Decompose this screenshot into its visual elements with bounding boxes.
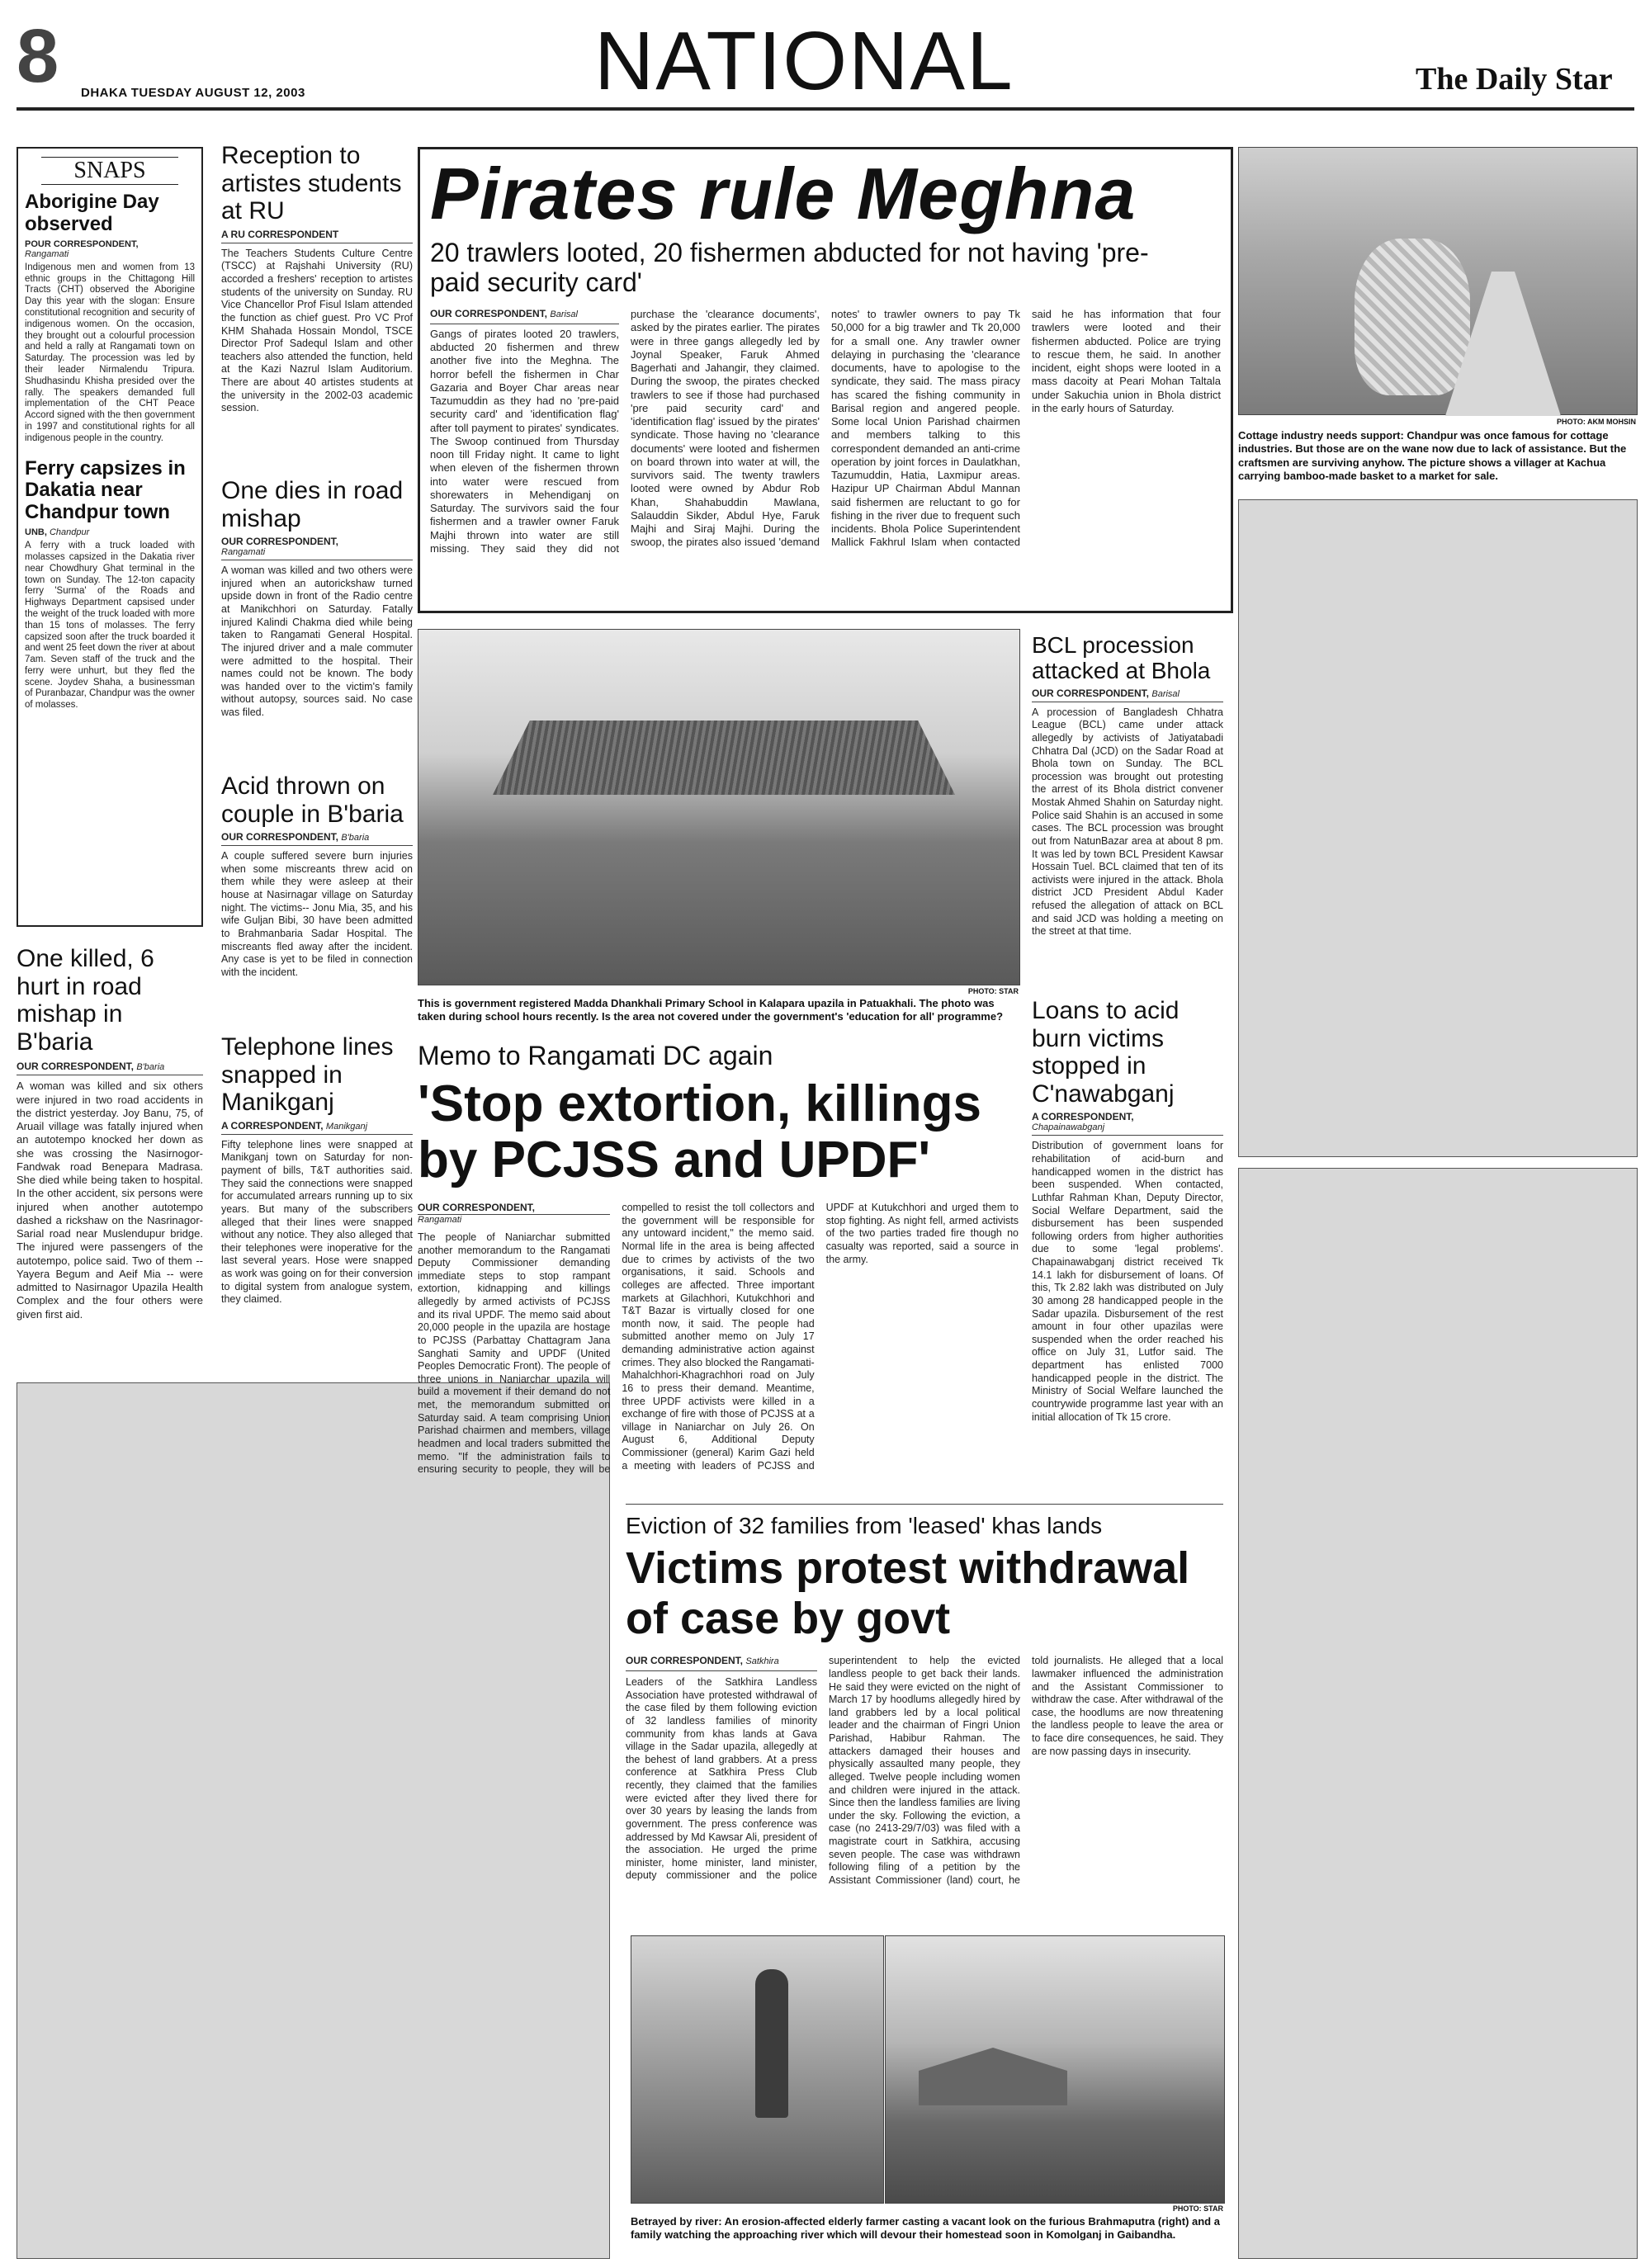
one-killed-headline: One killed, 6 hurt in road mishap in B'baria: [17, 945, 154, 1056]
bcl-byline: [1032, 687, 1223, 702]
reception-body: The Teachers Students Culture Centre (TSCC) at Rajshahi University (RU) accorded a freshers' reception to artistes students of the university on Sunday. RU Vice Chancellor Prof Fisul Islam attended the function as chief guest. Pro VC Prof KHM Shahada Hossain Mondol, TSCE Director Prof Sadequl Islam and other teachers also attended the function, held at the Kazi Nazrul Islam Auditorium. There are about 40 artistes students at the university in the 2002-03 academic session.: [221, 247, 413, 414]
ad-space-bottom-left: [17, 1382, 610, 2259]
reception-headline: Reception to artistes students at RU: [221, 142, 402, 225]
byline-text: OUR CORRESPONDENT,: [17, 1061, 135, 1073]
eviction-body-columns: [626, 1655, 1223, 1894]
dateline-header: DHAKA TUESDAY AUGUST 12, 2003: [81, 86, 305, 100]
one-killed-body: A woman was killed and six others were injured in two road accidents in the district yesterday. Joy Banu, 75, of Aruail village was fatally injured when an autotempo knocked her down as she was crossing the Nasirnogor-Fandwak road Benepara Madrasa. She died while being taken to hospital. In the other accident, six persons were injured when another autotempo dashed a rickshaw on the Nasrinagor-Sarial road near Muslendupur bridge. The injured were passengers of the autotempo, police said. Two of them -- Yayera Begum and Aeif Mia -- were admitted to Nasirnagor Upazila Health Complex and the four others were given first aid.: [17, 1080, 203, 1321]
one-killed-byline: [17, 1061, 203, 1072]
one-dies-dateline: Rangamati: [221, 547, 413, 560]
byline-text: POUR CORRESPONDENT,: [25, 239, 139, 249]
acid-story: [221, 773, 413, 979]
divider: [626, 1504, 1223, 1505]
loans-body: Distribution of government loans for rehabilitation of acid-burn and handicapped women in the district has been suspended. When contacted, Luthfar Rahman Khan, Deputy Director, Social Welfare Department, said the disbursement has been suspended following orders from higher authorities due to some 'legal problems'. Chapainawabganj district received Tk 14.1 lakh for disbursement of loans. Of this, Tk 2.82 lakh was distributed on July 30 among 28 handicapped people in the Sadar upazila. Disbursement of the rest amount in four other upazilas were suspended when the order reached his office on July 31, Lutfor said. The department has enlisted 7000 handicapped people in the district. The Ministry of Social Welfare launched the countrywide programme last year with an initial allocation of Tk 15 crore.: [1032, 1140, 1223, 1423]
masthead-rule: [17, 107, 1634, 111]
byline-text: OUR CORRESPONDENT,: [221, 831, 339, 843]
dateline-text: Chandpur: [49, 527, 90, 538]
brand-logo: The Daily Star: [1416, 62, 1613, 97]
reception-byline: A RU CORRESPONDENT: [221, 229, 413, 243]
school-photo-credit: PHOTO: STAR: [967, 987, 1019, 995]
bcl-body: A procession of Bangladesh Chhatra League (BCL) came under attack allegedly by activists of Jatiyatabadi Chhatra Dal (JCD) on the Sadar Road at Bhola town on Sunday. The BCL procession was brought out protesting the arrest of its Bhola district convener Mostak Ahmed Shahin on Saturday night. Police said Shahin is an accused in some cases. The BCL procession was brought out from NatunBazar area at about 8 pm. It was led by town BCL President Kawsar Hossain Tuel. BCL claimed that ten of its activists were injured in the attack. Bhola district JCD President Abdul Kader refused the allegation of attack on BCL and said JCD was holding a meeting on the street at that time.: [1032, 706, 1223, 938]
byline-text: OUR CORRESPONDENT,: [430, 308, 548, 320]
farmer-figure-shape: [755, 1969, 788, 2118]
dateline-text: Satkhira: [745, 1656, 779, 1667]
ad-space-right-1: [1238, 499, 1638, 1157]
pirates-box: [418, 147, 1233, 613]
basket-shape: [1355, 239, 1470, 395]
telephone-story: [221, 1033, 413, 1306]
pirates-subhead: 20 trawlers looted, 20 fishermen abducted for not having 'pre-paid security card': [430, 238, 1149, 298]
memo-story: [418, 1042, 1019, 1478]
pirates-body-columns: [430, 308, 1221, 555]
dateline-text: Manikganj: [325, 1121, 368, 1132]
pirates-headline: Pirates rule Meghna: [430, 153, 1137, 234]
snaps-story2-byline: [25, 527, 195, 537]
eviction-body: Leaders of the Satkhira Landless Association have protested withdrawal of the case filed by them following eviction of 32 landless families of minority community from khas lands at Gava village in the Sadar upazila, allegedly at the behest of land grabbers. At a press conference at Satkhira Press Club recently, they claimed that the families were evicted after they lived there for over 30 years by leasing the lands from government. The press conference was addressed by Md Kawsar Ali, president of the association. He urged the prime minister, home minister, land minister, deputy commissioner and the police superintendent to help the evicted landless people to get back their lands. He said they were evicted on the night of March 17 by hoodlums allegedly hired by land grabbers led by a local political leader and the chairman of Fingri Union Parishad, Habibur Rahman. The attackers damaged their houses and physically assaulted many people, they alleged. Twelve people including women and children were injured in the attack. Since then the landless families are living under the sky. Following the eviction, a case (no 2413-29/7/03) was filed with a magistrate court in Satkhira, accusing seven people. The case was withdrawn following filing of a petition by the Assistant Commissioner (land) court, he told journalists. He alleged that a local lawmaker influenced the administration and the Assistant Commissioner to withdraw the case. After withdrawal of the case, the hoodlums are now threatening the landless people to leave the area or to face dire consequences, he said. They are now passing days in insecurity.: [626, 1655, 1223, 1886]
dateline-text: B'baria: [136, 1062, 165, 1073]
eviction-headline: Victims protest withdrawal of case by govt: [626, 1543, 1190, 1643]
telephone-body: Fifty telephone lines were snapped at Manikganj town on Saturday for non-payment of bills, T&T authorities said. They said the connections were snapped for accumulated arrears running up to six years. But many of the subscribers alleged that their lines were snapped without any notice. They also alleged that their telephones were inoperative for the last several years. Hose were snapped as work was going on for their conversion to digital system from analogue system, they claimed.: [221, 1138, 413, 1306]
snaps-box: [17, 147, 203, 927]
one-dies-byline: OUR CORRESPONDENT,: [221, 536, 339, 548]
loans-dateline: Chapainawabganj: [1032, 1122, 1223, 1136]
snaps-story1-dateline: Rangamati: [25, 248, 69, 259]
thatched-roof-shape: [493, 721, 955, 795]
school-photo: [418, 629, 1020, 985]
snaps-label: SNAPS: [41, 157, 178, 185]
memo-body-columns: [418, 1202, 1019, 1478]
eviction-story: [626, 1504, 1223, 1894]
snaps-story1-body: Indigenous men and women from 13 ethnic groups in the Chittagong Hill Tracts (CHT) observed the Aborigine Day this year with the slogan: Ensure constitutional recognition and security of indigenous women. On the occasion, they brought out a colourful procession and held a rally at Rangamati town on Saturday. The procession was led by their leader Nirmalendu Tripura. Shudhasindu Khisha presided over the rally. The speakers demanded full implementation of the CHT Peace Accord signed with the then government in 1997 and constitutional rights for all indigenous people in the country.: [25, 262, 195, 443]
byline-text: UNB,: [25, 527, 47, 538]
telephone-headline: Telephone lines snapped in Manikganj: [221, 1033, 394, 1117]
cottage-photo: [1238, 147, 1638, 415]
loans-byline: A CORRESPONDENT,: [1032, 1111, 1134, 1123]
river-photo-right: [885, 1935, 1225, 2204]
pirates-body: Gangs of pirates looted 20 trawlers, abducted 20 fishermen and threw another five into the Meghna. The horror befell the fishermen in Char Gazaria and Boyer Char areas near Tazumuddin as they had no 'pre-paid security card' and 'identification flag' after toll payment to pirates' syndicates. The Swoop continued from Thursday noon till Friday night. It came to light when eleven of the fishermen thrown into water were rescued from shorewaters in Mehendiganj on Saturday. The survivors said the four fishermen and a trawler owner Faruk Majhi thrown into water are still missing. They said they did not purchase the 'clearance documents', asked by the pirates earlier. The pirates were in three gangs allegedly led by Joynal Speaker, Faruk Ahmed Bagerhati and Jahangir, they claimed. During the swoop, the pirates checked trawlers to see if those had purchased 'pre paid security card' and 'identification flag' issued by the pirates' syndicate. Those having no 'clearance documents' were looted and fishermen on board thrown into water at will, the survivors said. The twenty trawlers looted were owned by Abdur Rob Khan, Shahabuddin Mawlana, Salauddin Sikder, Abdul Hye, Faruk Majhi and Siraj Majhi. During the swoop, the pirates also issued 'demand notes' to trawler owners to pay Tk 50,000 for a big trawler and Tk 20,000 for a small one. Any trawler owner delaying in purchasing the 'clearance documents, have to apologise to the syndicate, they said. The mass piracy has scared the fishing community in Barisal region and angered people. Some local Union Parishad chairmen and members talking to this correspondent demanded an anti-crime operation by joint forces in Daulatkhan, Tazumuddin, Hatia, Laxmipur areas. Hazipur UP Chairman Abdul Mannan said fishermen are reluctant to go for fishing in the river due to frequent such incidents. Bhola Police Superintendent Mallick Fakhrul Islam when contacted said he has information that four trawlers were looted and their fishermen abducted. Police are trying to rescue them, he said. In another incident, eight shops were looted in a mass dacoity at Peari Mohan Taltala under Sakuchia union in Bhola district in the early hours of Saturday.: [430, 308, 1221, 555]
one-dies-headline: One dies in road mishap: [221, 477, 404, 532]
memo-kicker: Memo to Rangamati DC again: [418, 1041, 773, 1070]
bcl-headline: BCL procession attacked at Bhola: [1032, 632, 1211, 684]
acid-body: A couple suffered severe burn injuries when some miscreants threw acid on them while they were asleep at their house at Nasirnagar village on Saturday night. The victims-- Jonu Mia, 35, and his wife Guljan Bibi, 30 have been admitted to Brahmanbaria Sadar Hospital. The miscreants fled away after the incident. Any case is yet to be filed in connection with the incident.: [221, 850, 413, 978]
cottage-photo-credit: PHOTO: AKM MOHSIN: [1557, 418, 1636, 426]
loans-story: [1032, 997, 1223, 1424]
cottage-photo-caption: Cottage industry needs support: Chandpur was once famous for cottage industries. But those are on the wane now due to lack of assistance. But the craftsmen are surviving anyhow. The picture shows a villager at Kachua carrying bamboo-made basket to a market for sale.: [1238, 429, 1627, 482]
ad-space-right-2: [1238, 1168, 1638, 2259]
dateline-text: Barisal: [550, 309, 578, 320]
dateline-text: Barisal: [1151, 688, 1180, 699]
school-photo-caption: This is government registered Madda Dhankhali Primary School in Kalapara upazila in Patuakhali. The photo was taken during school hours recently. Is the area not covered under the government's 'education for all' programme?: [418, 997, 1004, 1023]
snaps-story1-headline: Aborigine Day observed: [25, 191, 159, 235]
page-number: 8: [17, 14, 59, 98]
reception-story: [221, 142, 413, 415]
acid-headline: Acid thrown on couple in B'baria: [221, 773, 404, 828]
byline-text: OUR CORRESPONDENT,: [626, 1655, 744, 1667]
pirates-byline: [430, 308, 619, 324]
eviction-byline: [626, 1655, 817, 1671]
snaps-story2-body: A ferry with a truck loaded with molasses capsized in the Dakatia river near Chowdhury Ghat terminal in the town on Sunday. The 12-ton capacity ferry 'Surma' of the Roads and Highways Department capsised under the weight of the truck loaded with more than 15 tons of molasses. The ferry capsized soon after the truck boarded it and went 25 feet down the river at about 7am. Seven staff of the truck and the ferry were unhurt, but they fled the scene. Joydev Shaha, a businessman of Puranbazar, Chandpur was the owner of molasses.: [25, 541, 195, 711]
memo-headline: 'Stop extortion, killings by PCJSS and UPDF': [418, 1075, 981, 1189]
byline-text: A CORRESPONDENT,: [221, 1119, 324, 1132]
one-killed-story: [17, 945, 203, 1321]
byline-text: OUR CORRESPONDENT,: [1032, 687, 1150, 699]
river-photo-left: [631, 1935, 884, 2204]
acid-byline: [221, 831, 413, 846]
river-photo-caption: Betrayed by river: An erosion-affected elderly farmer casting a vacant look on the furious Brahmaputra (right) and a family watching the approaching river which will devour their homestead soon in Komolganj in Gaibandha.: [631, 2215, 1220, 2242]
bcl-story: [1032, 632, 1223, 938]
dateline-text: B'baria: [341, 833, 370, 843]
memo-byline: OUR CORRESPONDENT,: [418, 1202, 610, 1215]
one-dies-story: [221, 477, 413, 720]
section-title: NATIONAL: [594, 15, 1014, 107]
snaps-story2-headline: Ferry capsizes in Dakatia near Chandpur town: [25, 456, 186, 524]
house-shape: [919, 2048, 1067, 2105]
one-dies-body: A woman was killed and two others were injured when an autorickshaw turned upside down in front of the Radio centre at Manikchhori on Saturday. Fatally injured Kalindi Chakma died while being taken to Rangamati General Hospital. The injured driver and a male commuter were admitted to the hospital. Their names could not be known. The body was handed over to the victim's family without autopsy, sources said. No case was filed.: [221, 565, 413, 719]
memo-body: The people of Naniarchar submitted another memorandum to the Rangamati Deputy Commissioner demanding immediate steps to stop rampant extortion, kidnapping and killings allegedly by armed activists of PCJSS and its rival UPDF. The memo said about 20,000 people in the upazila are hostage to PCJSS (Parbattay Chattagram Jana Sanghati Samity and UPDF (United Peoples Democratic Front). The people of three unions in Naniarchar upazila will build a movement if their demand do not met, the memorandum submitted on Saturday said. A team comprising Union Parishad chairmen and members, village headmen and local traders submitted the memo. "If the administration fails to ensuring security to people, they will be compelled to resist the toll collectors and the government will be responsible for any untoward incident," the memo said. Normal life in the area is being affected due to crimes by activists of the two organisations, it said. Schools and colleges are affected. Three important markets at Gilachhori, Kutukchhori and T&T Bazar is virtually closed for one month now, it said. The people had submitted another memo on July 17 demanding administrative action against crimes. They also blocked the Rangamati-Mahalchhori-Khagrachhori road on July 16 to press their demand. Meantime, three UPDF activists were killed in a exchange of fire with those of PCJSS at a village in Naniarchar on July 26. On August 6, Additional Deputy Commissioner (general) Karim Gazi held a meeting with leaders of PCJSS and UPDF at Kutukchhori and urged them to stop fighting. As night fell, armed activists of the two parties traded fire though no casualty was reported, said a source in the army.: [418, 1202, 1019, 1476]
river-photo-credit: PHOTO: STAR: [1172, 2204, 1223, 2213]
snaps-story1-byline: [25, 239, 195, 249]
eviction-kicker: Eviction of 32 families from 'leased' khas lands: [626, 1513, 1103, 1538]
memo-dateline: Rangamati: [418, 1215, 462, 1226]
loans-headline: Loans to acid burn victims stopped in C'nawabganj: [1032, 997, 1180, 1108]
telephone-byline: [221, 1120, 413, 1135]
